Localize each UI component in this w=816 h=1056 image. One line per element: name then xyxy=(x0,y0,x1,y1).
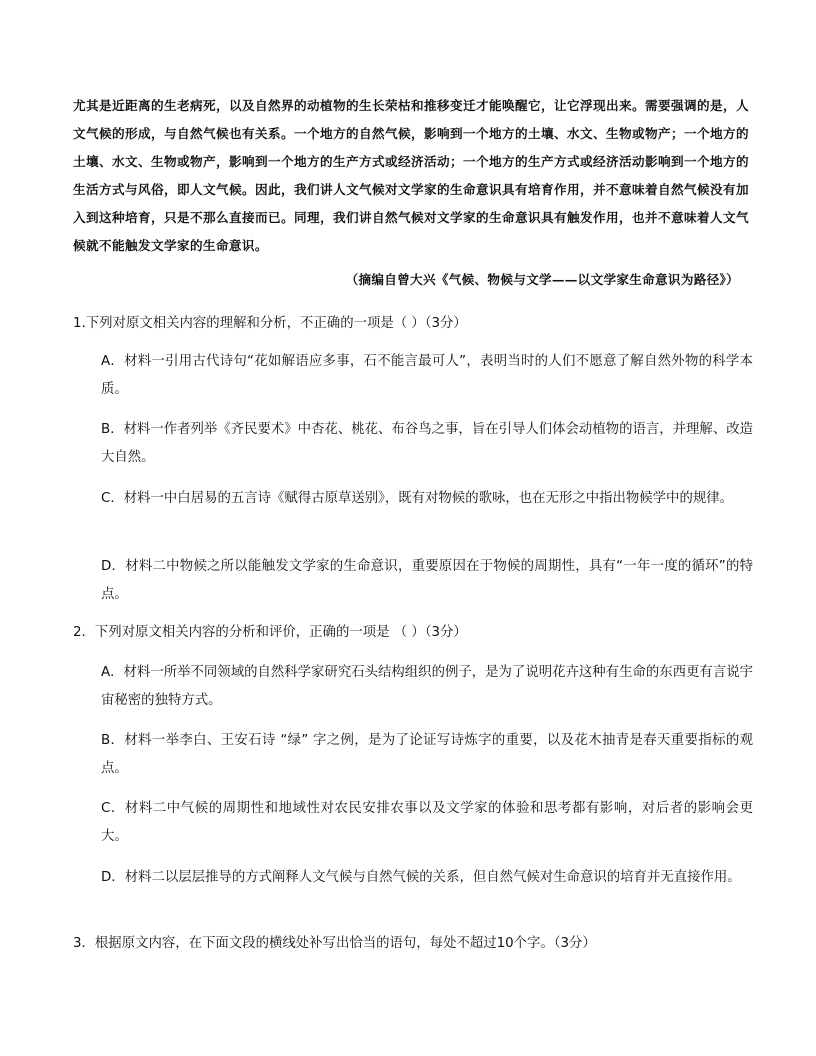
question-2-option-c: C．材料二中气候的周期性和地域性对农民安排农事以及文学家的体验和思考都有影响，对后者的影响会更大。 xyxy=(101,801,753,844)
question-1-option-a: A．材料一引用古代诗句“花如解语应多事，石不能言最可人”，表明当时的人们不愿意了解自然外物的科学本质。 xyxy=(101,354,753,397)
question-3-stem: 3．根据原文内容，在下面文段的横线处补写出恰当的语句，每处不超过10个字。（3分） xyxy=(73,936,596,951)
question-1-option-c: C．材料一中白居易的五言诗《赋得古原草送别》，既有对物候的歌咏，也在无形之中指出物候学中的规律。 xyxy=(101,491,734,506)
question-2-option-a: A．材料一所举不同领域的自然科学家研究石头结构组织的例子，是为了说明花卉这种有生命的东西更有言说宇宙秘密的独特方式。 xyxy=(101,665,753,708)
question-2-stem: 2．下列对原文相关内容的分析和评价，正确的一项是 （ ）（3分） xyxy=(73,625,467,640)
question-2-option-d: D．材料二以层层推导的方式阐释人文气候与自然气候的关系，但自然气候对生命意识的培育并无直接作用。 xyxy=(101,870,741,885)
question-1-stem: 1.下列对原文相关内容的理解和分析，不正确的一项是（ ）（3分） xyxy=(73,316,467,331)
question-1-option-b: B．材料一作者列举《齐民要术》中杏花、桃花、布谷鸟之事，旨在引导人们体会动植物的语言，并理解、改造大自然。 xyxy=(101,422,753,465)
passage-text: 尤其是近距离的生老病死，以及自然界的动植物的生长荣枯和推移变迁才能唤醒它，让它浮现出来。需要强调的是，人文气候的形成，与自然气候也有关系。一个地方的自然气候，影响到一个地方的土壤、水文、生物或物产；一个地方的土壤、水文、生物或物产，影响到一个地方的生产方式或经济活动；一个地方的生产方式或经济活动影响到一个地方的生活方式与风俗，即人文气候。因此，我们讲人文气候对文学家的生命意识具有培育作用，并不意味着自然气候没有加入到这种培育，只是不那么直接而已。同理，我们讲自然气候对文学家的生命意识具有触发作用，也并不意味着人文气候就不能触发文学家的生命意识。 xyxy=(73,98,749,253)
question-1-option-d: D．材料二中物候之所以能触发文学家的生命意识，重要原因在于物候的周期性，具有“一年一度的循环”的特点。 xyxy=(101,559,753,602)
passage-source: （摘编自曾大兴《气候、物候与文学——以文学家生命意识为路径》） xyxy=(345,272,739,287)
question-2-option-b: B．材料一举李白、王安石诗 “绿” 字之例，是为了论证写诗炼字的重要，以及花木抽青是春天重要指标的观点。 xyxy=(101,733,753,776)
